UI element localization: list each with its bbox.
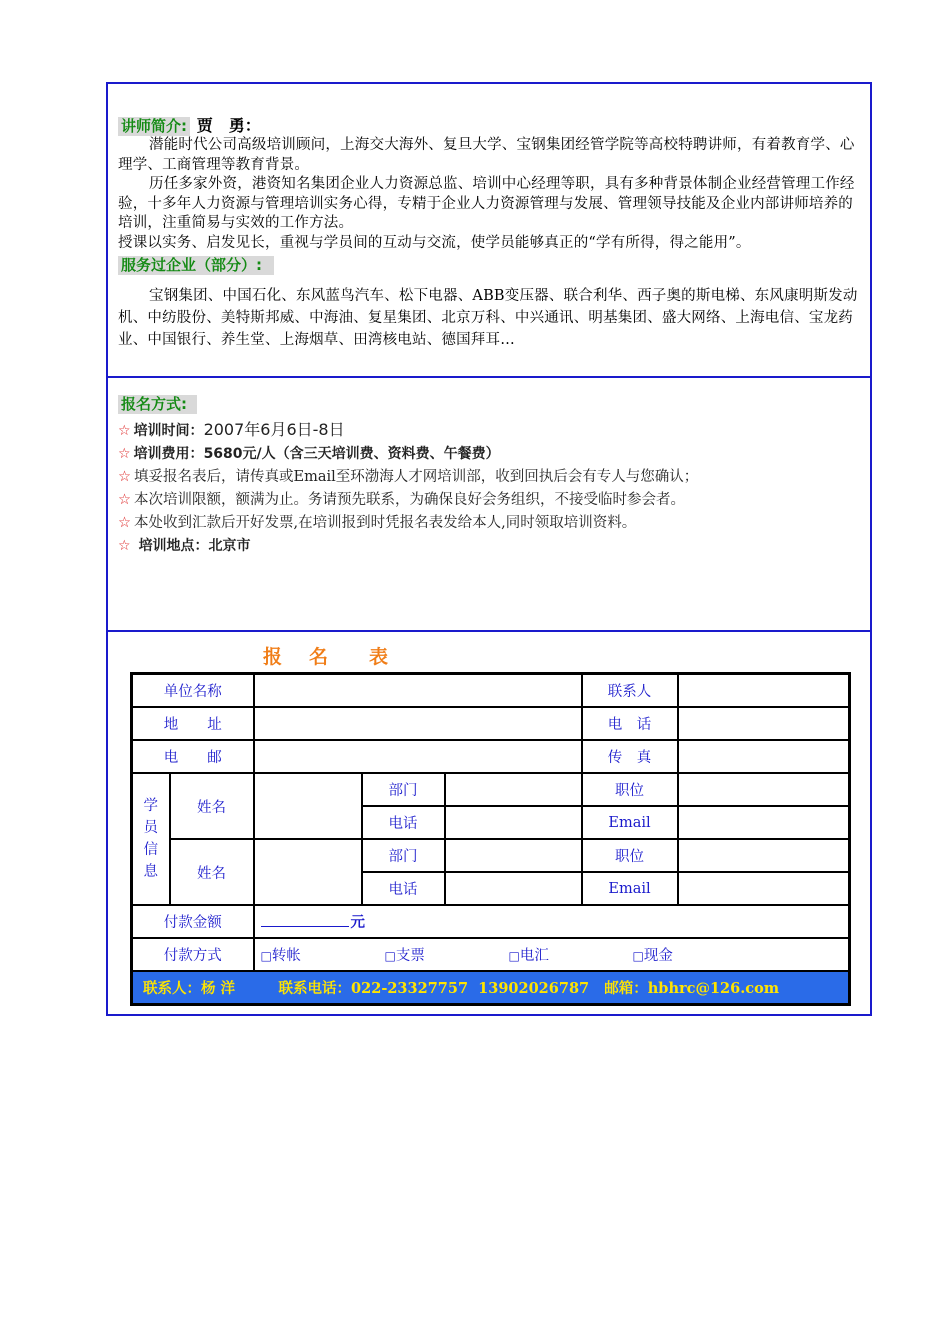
star-icon: ☆ (118, 469, 131, 485)
checkbox-icon[interactable]: □ (508, 949, 520, 963)
option-wire[interactable]: □电汇 (508, 948, 549, 964)
instructor-bio-1: 潜能时代公司高级培训顾问，上海交大海外、复旦大学、宝钢集团经管学院等高校特聘讲师，有着教育学、心理学、工商管理等教育背景。 (118, 137, 855, 173)
student-1-position-label: 职位 (582, 773, 678, 806)
student-2-name-label: 姓名 (170, 839, 254, 905)
option-cheque[interactable]: □支票 (384, 948, 425, 964)
address-input[interactable] (254, 707, 582, 740)
star-icon: ☆ (118, 515, 131, 531)
instructor-section (108, 84, 870, 378)
training-place: ☆ 培训地点：北京市 (118, 538, 251, 554)
instructor-bio-3: 授课以实务、启发见长，重视与学员间的互动与交流，使学员能够真正的“学有所得，得之能用”。 (118, 234, 751, 251)
star-icon: ☆ (118, 492, 131, 508)
student-2-dept-input[interactable] (445, 839, 582, 872)
student-2-name-input[interactable] (254, 839, 362, 905)
amount-blank[interactable] (261, 912, 349, 927)
student-2-position-label: 职位 (582, 839, 678, 872)
form-row (132, 839, 850, 872)
registration-section (108, 378, 870, 632)
contact-footer: 联系人：杨 洋 联系电话：022-23327757 13902026787 邮箱：hbhrc@126.com (132, 971, 850, 1005)
document-frame (106, 82, 872, 1016)
instructor-heading (118, 116, 862, 136)
form-row (132, 674, 850, 708)
payment-methods (254, 938, 850, 971)
yuan-label: 元 (350, 915, 365, 931)
student-2-email-label: Email (582, 872, 678, 905)
form-row (132, 971, 850, 1005)
registration-form (130, 672, 851, 1006)
note-1: ☆ 填妥报名表后，请传真或Email至环渤海人才网培训部，收到回执后会有专人与您确认； (118, 469, 699, 485)
phone-label: 电 话 (582, 707, 678, 740)
star-icon: ☆ (118, 446, 131, 462)
address-label: 地 址 (132, 707, 254, 740)
contact-person-input[interactable] (678, 674, 850, 708)
company-label: 单位名称 (132, 674, 254, 708)
registration-label: 报名方式: (118, 395, 197, 414)
clients-label: 服务过企业（部分）: (118, 256, 274, 275)
student-2-tel-label: 电话 (362, 872, 445, 905)
note-2: ☆ 本次培训限额，额满为止。务请预先联系，为确保良好会务组织，不接受临时参会者。 (118, 492, 685, 508)
form-row (132, 740, 850, 773)
checkbox-icon[interactable]: □ (632, 949, 644, 963)
student-1-tel-label: 电话 (362, 806, 445, 839)
student-1-position-input[interactable] (678, 773, 850, 806)
note-3: ☆ 本处收到汇款后开好发票,在培训报到时凭报名表发给本人,同时领取培训资料。 (118, 515, 637, 531)
instructor-bio-2: 历任多家外资，港资知名集团企业人力资源总监、培训中心经理等职，具有多种背景体制企业经营管理工作经验，十多年人力资源与管理培训实务心得，专精于企业人力资源管理与发展、管理领导技能及企业内部讲师培养的培训，注重简易与实效的工作方法。 (118, 176, 855, 231)
form-row (132, 773, 850, 806)
phone-input[interactable] (678, 707, 850, 740)
student-2-position-input[interactable] (678, 839, 850, 872)
checkbox-icon[interactable]: □ (260, 949, 272, 963)
email-input[interactable] (254, 740, 582, 773)
student-2-tel-input[interactable] (445, 872, 582, 905)
training-time: ☆ 培训时间：2007年6月6日-8日 (118, 420, 345, 439)
star-icon: ☆ (118, 538, 131, 554)
training-fee: ☆ 培训费用：5680元/人（含三天培训费、资料费、午餐费） (118, 446, 500, 462)
contact-person-label: 联系人 (582, 674, 678, 708)
amount-input[interactable] (254, 905, 850, 938)
instructor-name: 贾 勇： (196, 116, 261, 135)
form-title: 报 名 表 (263, 646, 391, 668)
option-cash[interactable]: □现金 (632, 948, 673, 964)
amount-label: 付款金额 (132, 905, 254, 938)
method-label: 付款方式 (132, 938, 254, 971)
form-row (132, 707, 850, 740)
fax-label: 传 真 (582, 740, 678, 773)
clients-text: 宝钢集团、中国石化、东风蓝鸟汽车、松下电器、ABB变压器、联合利华、西子奥的斯电梯、东风康明斯发动机、中纺股份、美特斯邦威、中海油、复星集团、北京万科、中兴通讯、明基集团、盛大网络、上海电信、宝龙药业、中国银行、养生堂、上海烟草、田湾核电站、德国拜耳… (118, 288, 858, 348)
form-row (132, 905, 850, 938)
form-row (132, 938, 850, 971)
student-1-name-label: 姓名 (170, 773, 254, 839)
student-1-email-input[interactable] (678, 806, 850, 839)
student-1-email-label: Email (582, 806, 678, 839)
student-2-email-input[interactable] (678, 872, 850, 905)
star-icon: ☆ (118, 423, 131, 439)
student-1-dept-label: 部门 (362, 773, 445, 806)
student-1-dept-input[interactable] (445, 773, 582, 806)
student-1-tel-input[interactable] (445, 806, 582, 839)
option-transfer[interactable]: □转帐 (260, 948, 301, 964)
student-info-label: 学员信息 (132, 773, 170, 905)
email-label: 电 邮 (132, 740, 254, 773)
student-2-dept-label: 部门 (362, 839, 445, 872)
instructor-label: 讲师简介: (118, 117, 190, 136)
company-input[interactable] (254, 674, 582, 708)
fax-input[interactable] (678, 740, 850, 773)
registration-form-section (108, 632, 870, 1014)
checkbox-icon[interactable]: □ (384, 949, 396, 963)
student-1-name-input[interactable] (254, 773, 362, 839)
